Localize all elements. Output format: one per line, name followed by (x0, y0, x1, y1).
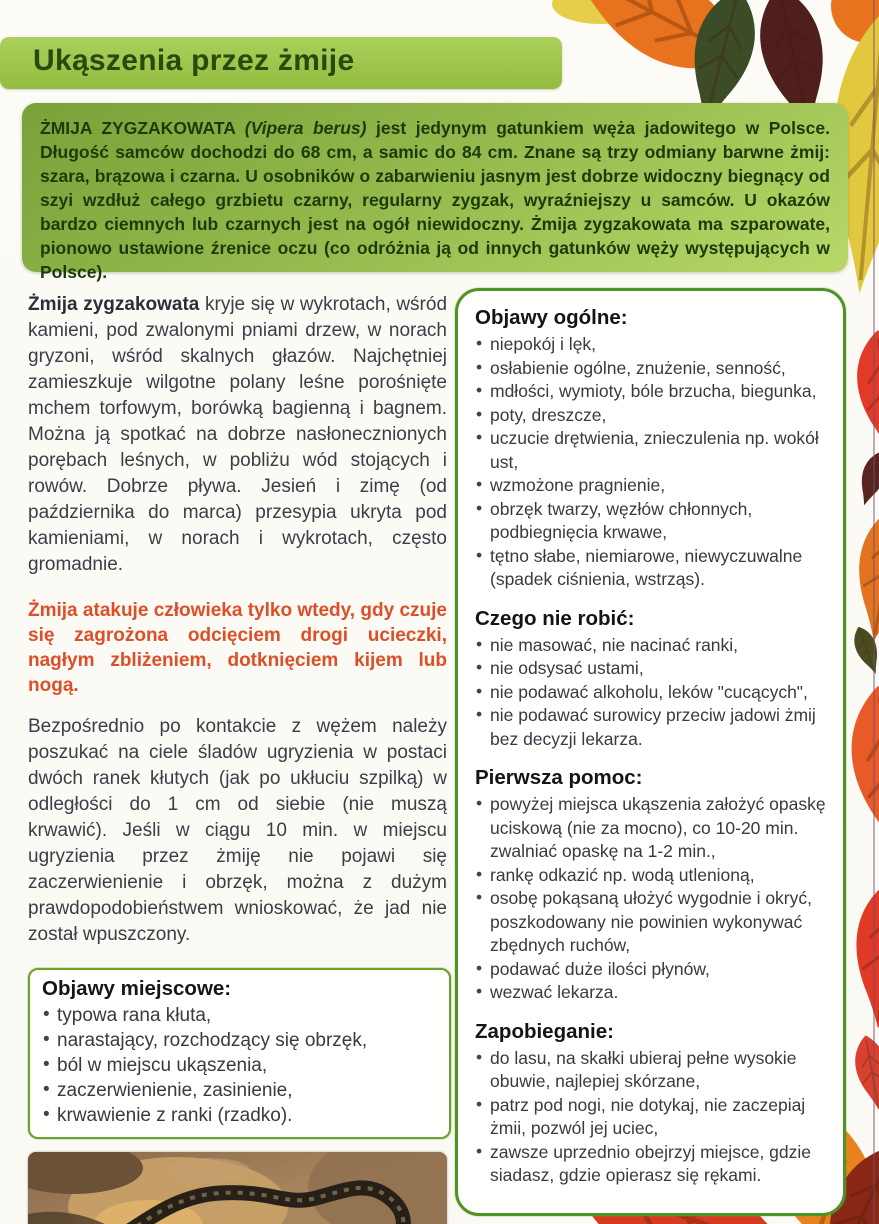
list-item: • typowa rana kłuta, (42, 1003, 437, 1028)
species-intro-box (22, 103, 848, 282)
list-item: • poty, dreszcze, (475, 404, 828, 428)
list-item: • nie podawać surowicy przeciw jadowi żmij bez decyzji lekarza. (475, 704, 828, 751)
prevention-section (475, 1020, 828, 1188)
bite-check-paragraph: Bezpośrednio po kontakcie z wężem należy poszukać na ciele śladów ugryzienia w postaci dwóch ranek kłutych (jak po ukłuciu szpilką) w odległości do 1 cm od siebie (nie muszą krwawić). Jeśli w ciągu 10 min. w miejscu ugryzienia przez żmiję nie pojawi się zaczerwienienie i obrzęk, można z dużym prawdopodobieństwem wnioskować, że jad nie został wpuszczony. (28, 716, 447, 945)
what-not-to-do-list (475, 634, 828, 752)
species-description: jest jedynym gatunkiem węża jadowitego w Polsce. Długość samców dochodzi do 68 cm, a samic do 84 cm. Znane są trzy odmiany barwne żmij: szara, brązowa i czarna. U osobników o zabarwieniu jasnym jest dobrze widoczny biegnący od szyi wzdłuż całego grzbietu czarny, regularny zygzak, wyraźniejszy u samców. U okazów bardzo ciemnych lub czarnych jest na ogół niewidoczny. Żmija zygzakowata ma szparowate, pionowo ustawione źrenice oczu (co odróżnia ją od innych gatunków węży występujących w Polsce). (40, 118, 830, 282)
habitat-paragraph (28, 292, 447, 578)
viper-photo (28, 1152, 447, 1224)
first-aid-heading: Pierwsza pomoc: (475, 766, 643, 789)
list-item: • mdłości, wymioty, bóle brzucha, biegunka, (475, 380, 828, 404)
prevention-list (475, 1047, 828, 1188)
list-item: • nie odsysać ustami, (475, 657, 828, 681)
list-item: • rankę odkazić np. wodą utlenioną, (475, 864, 828, 888)
list-item: • osłabienie ogólne, znużenie, senność, (475, 357, 828, 381)
list-item: • patrz pod nogi, nie dotykaj, nie zaczepiaj żmii, pozwól jej uciec, (475, 1094, 828, 1141)
page-title-banner (0, 37, 562, 89)
page-title: Ukąszenia przez żmije (33, 44, 355, 77)
list-item: • obrzęk twarzy, węzłów chłonnych, podbiegnięcia krwawe, (475, 498, 828, 545)
local-symptoms-heading: Objawy miejscowe: (42, 977, 232, 1000)
local-symptoms-list (42, 1003, 437, 1128)
first-aid-list (475, 793, 828, 1005)
list-item: • podawać duże ilości płynów, (475, 958, 828, 982)
list-item: • uczucie drętwienia, znieczulenia np. wokół ust, (475, 427, 828, 474)
attack-warning-paragraph: Żmija atakuje człowieka tylko wtedy, gdy czuje się zagrożona odcięciem drogi ucieczki, nagłym zbliżeniem, dotknięciem kijem lub nogą. (28, 600, 447, 696)
species-name: ŻMIJA ZYGZAKOWATA (40, 118, 236, 138)
general-symptoms-list (475, 333, 828, 592)
list-item: • zawsze uprzednio obejrzyj miejsce, gdzie siadasz, gdzie opierasz się rękami. (475, 1141, 828, 1188)
list-item: • narastający, rozchodzący się obrzęk, (42, 1028, 437, 1053)
prevention-heading: Zapobieganie: (475, 1019, 614, 1043)
left-column (28, 292, 447, 1224)
first-aid-section (475, 766, 828, 1005)
local-symptoms-box (28, 968, 451, 1139)
list-item: • niepokój i lęk, (475, 333, 828, 357)
list-item: • nie podawać alkoholu, leków "cucących", (475, 681, 828, 705)
list-item: • ból w miejscu ukąszenia, (42, 1053, 437, 1078)
species-latin-name: (Vipera berus) (244, 118, 367, 138)
scan-page-edge (873, 0, 875, 1224)
general-symptoms-section (475, 306, 828, 592)
species-intro-paragraph (40, 116, 830, 284)
list-item: • krwawienie z ranki (rzadko). (42, 1103, 437, 1128)
list-item: • zaczerwienienie, zasinienie, (42, 1078, 437, 1103)
list-item: • nie masować, nie nacinać ranki, (475, 634, 828, 658)
habitat-paragraph-lead: Żmija zygzakowata (28, 294, 200, 315)
what-not-to-do-heading: Czego nie robić: (475, 606, 635, 630)
list-item: • wzmożone pragnienie, (475, 474, 828, 498)
list-item: • do lasu, na skałki ubieraj pełne wysokie obuwie, najlepiej skórzane, (475, 1047, 828, 1094)
list-item: • osobę pokąsaną ułożyć wygodnie i okryć, poszkodowany nie powinien wykonywać zbędnych ruchów, (475, 887, 828, 958)
list-item: • wezwać lekarza. (475, 981, 828, 1005)
list-item: • tętno słabe, niemiarowe, niewyczuwalne (spadek ciśnienia, wstrząs). (475, 545, 828, 592)
advice-box (455, 288, 846, 1216)
habitat-paragraph-text: kryje się w wykrotach, wśród kamieni, pod zwalonymi pniami drzew, w norach gryzoni, wśród skalnych głazów. Najchętniej zamieszkuje wilgotne polany leśne porośnięte mchem torfowym, borówką bagienną i bagnem. Można ją spotkać na dobrze nasłonecznionych porębach leśnych, w pobliżu wód stojących i rowów. Dobrze pływa. Jesień i zimę (od października do marca) przesypia ukryta pod kamieniami, w norach i wykrotach, często gromadnie. (28, 294, 448, 575)
general-symptoms-heading: Objawy ogólne: (475, 306, 628, 329)
list-item: • powyżej miejsca ukąszenia założyć opaskę uciskową (nie za mocno), co 10-20 min. zwalniać opaskę na 1-2 min., (475, 793, 828, 864)
what-not-to-do-section (475, 607, 828, 752)
